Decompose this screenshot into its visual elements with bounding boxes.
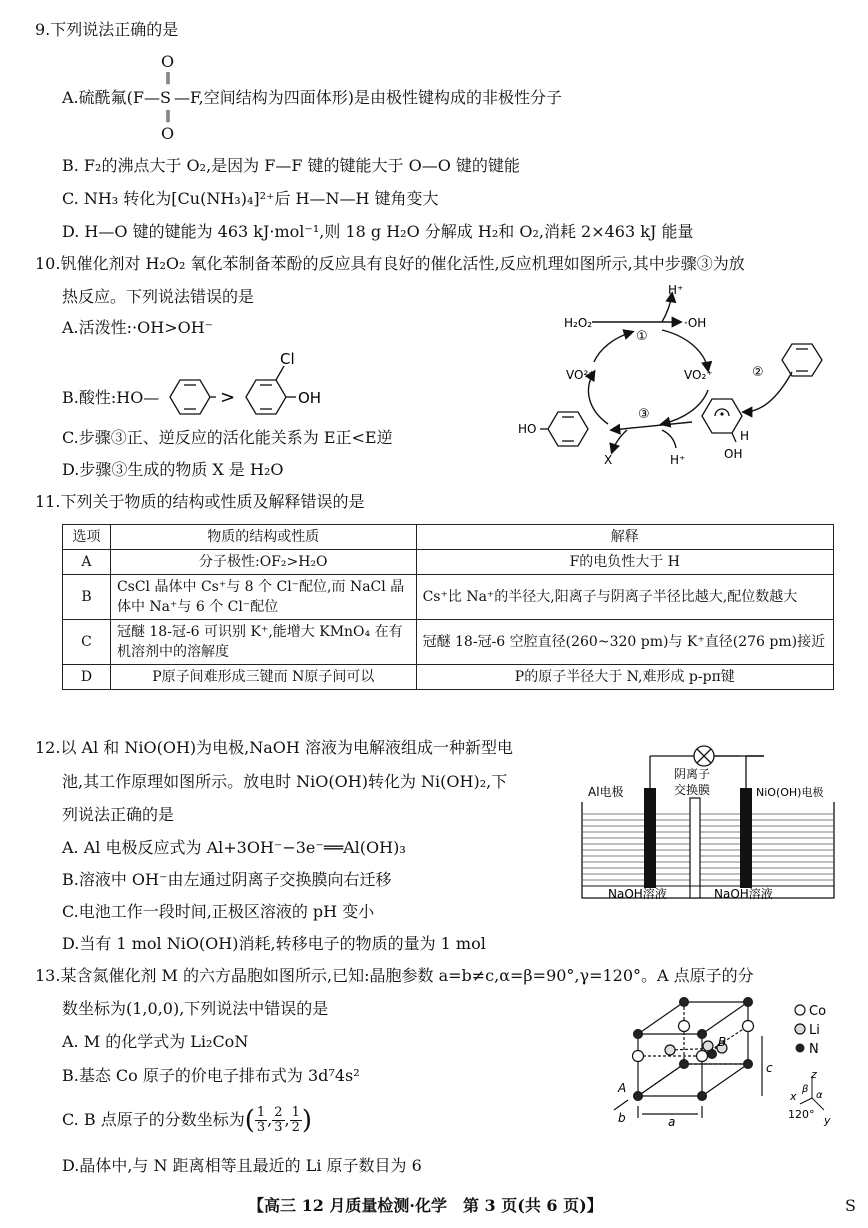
co-atoms bbox=[633, 1021, 754, 1062]
table-cell: Cs⁺比 Na⁺的半径大,阳离子与阴离子半径比越大,配位数越大 bbox=[416, 575, 833, 620]
table-cell: D bbox=[63, 665, 111, 690]
table-cell: 冠醚 18-冠-6 可识别 K⁺,能增大 KMnO₄ 在有机溶剂中的溶解度 bbox=[110, 620, 416, 665]
q13-option-a: A. M 的化学式为 Li₂CoN bbox=[62, 1032, 249, 1051]
table-cell: P原子间难形成三键而 N原子间可以 bbox=[110, 665, 416, 690]
axis-x: x bbox=[790, 1090, 797, 1103]
angle-alpha: α bbox=[816, 1090, 823, 1101]
table-cell: C bbox=[63, 620, 111, 665]
q9-option-b: B. F₂的沸点大于 O₂,是因为 F—F 键的键能大于 O—O 键的键能 bbox=[62, 156, 520, 175]
table-cell: B bbox=[63, 575, 111, 620]
q10-stem-line2: 热反应。下列说法错误的是 bbox=[62, 287, 255, 306]
al-electrode bbox=[644, 788, 656, 888]
table-row bbox=[63, 550, 834, 575]
q10-b-oh: OH bbox=[298, 389, 322, 407]
diagram-vo2plus: VO²⁺ bbox=[566, 368, 595, 382]
legend bbox=[795, 1004, 826, 1057]
benzene-ring bbox=[782, 344, 822, 376]
table-cell: 冠醚 18-冠-6 空腔直径(260~320 pm)与 K⁺直径(276 pm)接近 bbox=[416, 620, 833, 665]
fraction: $\frac{1}{3}$ bbox=[256, 1105, 266, 1135]
q10-option-d: D.步骤③生成的物质 X 是 H₂O bbox=[62, 460, 284, 479]
q13-option-b: B.基态 Co 原子的价电子排布式为 3d⁷4s² bbox=[62, 1066, 360, 1085]
diagram-oh: OH bbox=[724, 447, 743, 461]
fraction: $\frac{2}{3}$ bbox=[274, 1105, 283, 1135]
nio-electrode bbox=[740, 788, 752, 888]
table-header-row bbox=[63, 525, 834, 550]
q13-crystal-cell-diagram bbox=[612, 996, 842, 1130]
q13-stem-line2: 数坐标为(1,0,0),下列说法中错误的是 bbox=[62, 999, 329, 1018]
page-corner-mark: S bbox=[845, 1196, 856, 1215]
membrane-label-1: 阴离子 bbox=[674, 767, 711, 781]
legend-co: Co bbox=[809, 1004, 827, 1019]
q13-option-d: D.晶体中,与 N 距离相等且最近的 Li 原子数目为 6 bbox=[62, 1156, 422, 1175]
electrolyte-lines bbox=[583, 814, 833, 880]
q9-option-d: D. H—O 键的键能为 463 kJ·mol⁻¹,则 18 g H₂O 分解成 H₂和 O₂,消耗 2×463 kJ 能量 bbox=[62, 222, 694, 241]
table-cell: A bbox=[63, 550, 111, 575]
q11-table bbox=[62, 524, 834, 690]
page-footer: 【高三 12 月质量检测·化学 第 3 页(共 6 页)】 bbox=[248, 1196, 603, 1215]
q9-so2f2-center: S O ‖ ‖ O bbox=[160, 52, 175, 143]
label-a-point: A bbox=[618, 1081, 627, 1095]
q12-stem-line2: 池,其工作原理如图所示。放电时 NiO(OH)转化为 Ni(OH)₂,下 bbox=[62, 772, 508, 791]
diagram-oh-radical: ·OH bbox=[684, 316, 707, 330]
membrane-label-2: 交换膜 bbox=[674, 783, 711, 797]
diagram-hplus-bottom: H⁺ bbox=[670, 453, 686, 467]
table-header-cell: 选项 bbox=[63, 525, 111, 550]
diagram-step3: ③ bbox=[638, 407, 650, 422]
q10-b-gt: > bbox=[220, 387, 236, 408]
diagram-x: X bbox=[604, 453, 613, 467]
axis-y: y bbox=[824, 1114, 831, 1127]
legend-n: N bbox=[809, 1042, 819, 1057]
fraction: $\frac{1}{2}$ bbox=[291, 1105, 300, 1135]
q10-b-prefix: B.酸性:HO— bbox=[62, 388, 160, 407]
q12-option-b: B.溶液中 OH⁻由左通过阴离子交换膜向右迁移 bbox=[62, 870, 392, 889]
label-a-param: a bbox=[668, 1115, 676, 1129]
angle-beta: β bbox=[802, 1084, 809, 1095]
q10-option-b bbox=[62, 388, 159, 408]
q9-a-prefix: A.硫酰氟(F— bbox=[62, 88, 160, 107]
table-row bbox=[63, 665, 834, 690]
chlorophenol-ring bbox=[246, 366, 296, 414]
table-header-cell: 物质的结构或性质 bbox=[110, 525, 416, 550]
q12-option-a: A. Al 电极反应式为 Al+3OH⁻−3e⁻══Al(OH)₃ bbox=[62, 838, 406, 857]
q9-a-suffix: —F,空间结构为四面体形)是由极性键构成的非极性分子 bbox=[174, 88, 562, 107]
table-header-cell: 解释 bbox=[416, 525, 833, 550]
label-b-param: b bbox=[618, 1111, 626, 1125]
q12-battery-diagram bbox=[580, 738, 836, 906]
table-cell: F的电负性大于 H bbox=[416, 550, 833, 575]
table-row bbox=[63, 575, 834, 620]
label-b-point: B bbox=[718, 1035, 727, 1049]
table-cell: P的原子半径大于 N,难形成 p-pπ键 bbox=[416, 665, 833, 690]
legend-li: Li bbox=[809, 1023, 820, 1038]
q12-stem-line3: 列说法正确的是 bbox=[62, 805, 175, 824]
q13-c-prefix: C. B 点原子的分数坐标为 bbox=[62, 1110, 245, 1129]
q12-option-d: D.当有 1 mol NiO(OH)消耗,转移电子的物质的量为 1 mol bbox=[62, 934, 486, 953]
table-cell: 分子极性:OF₂>H₂O bbox=[110, 550, 416, 575]
diagram-hplus-top: H⁺ bbox=[668, 283, 684, 297]
diagram-step2: ② bbox=[752, 365, 764, 380]
q12-option-c: C.电池工作一段时间,正极区溶液的 pH 变小 bbox=[62, 902, 375, 921]
n-atoms bbox=[634, 998, 753, 1101]
phenol-ring-b bbox=[170, 380, 210, 414]
angle-120: 120° bbox=[788, 1108, 815, 1121]
q11-stem: 11.下列关于物质的结构或性质及解释错误的是 bbox=[35, 492, 365, 511]
q9-atom-o-top: O bbox=[161, 52, 175, 71]
q10-acid-structures bbox=[160, 350, 340, 430]
anion-exchange-membrane bbox=[690, 798, 700, 898]
q9-atom-o-bottom: O bbox=[161, 124, 175, 143]
q10-mechanism-diagram bbox=[512, 282, 842, 472]
q9-option-c: C. NH₃ 转化为[Cu(NH₃)₄]²⁺后 H—N—H 键角变大 bbox=[62, 189, 439, 208]
q9-option-a bbox=[62, 52, 562, 143]
q12-stem-line1: 12.以 Al 和 NiO(OH)为电极,NaOH 溶液为电解液组成一种新型电 bbox=[35, 738, 513, 757]
q9-atom-s: S bbox=[160, 88, 171, 107]
q13-stem-line1: 13.某含氮催化剂 M 的六方晶胞如图所示,已知:晶胞参数 a=b≠c,α=β=90°,γ=120°。A 点原子的分 bbox=[35, 966, 754, 985]
q10-option-c: C.步骤③正、逆反应的活化能关系为 E正<E逆 bbox=[62, 428, 393, 447]
diagram-h2o2: H₂O₂ bbox=[564, 316, 593, 330]
cyclohexadienyl-intermediate bbox=[702, 399, 742, 442]
left-solution-label: NaOH溶液 bbox=[608, 887, 667, 901]
nio-electrode-label: NiO(OH)电极 bbox=[756, 786, 824, 799]
q10-stem-line1: 10.钒催化剂对 H₂O₂ 氧化苯制备苯酚的反应具有良好的催化活性,反应机理如图所示,其中步骤③为放 bbox=[35, 254, 745, 273]
diagram-h: H bbox=[740, 429, 750, 443]
label-c-param: c bbox=[766, 1061, 773, 1075]
q13-option-c: C. B 点原子的分数坐标为$(\frac{1}{3},\frac{2}{3},\frac{1}{2})$ bbox=[62, 1105, 313, 1136]
right-solution-label: NaOH溶液 bbox=[714, 887, 773, 901]
table-row bbox=[63, 620, 834, 665]
q9-stem: 9.下列说法正确的是 bbox=[35, 20, 179, 39]
table-cell: CsCl 晶体中 Cs⁺与 8 个 Cl⁻配位,而 NaCl 晶体中 Na⁺与 6 个 Cl⁻配位 bbox=[110, 575, 416, 620]
al-electrode-label: Al电极 bbox=[588, 785, 624, 799]
phenol-ring-product bbox=[540, 412, 588, 446]
diagram-vo2plus-b: VO₂⁺ bbox=[684, 368, 713, 382]
axis-z: z bbox=[811, 1068, 817, 1081]
q10-b-cl: Cl bbox=[280, 350, 295, 368]
diagram-ho: HO bbox=[518, 422, 537, 436]
diagram-step1: ① bbox=[636, 329, 648, 344]
q10-option-a: A.活泼性:·OH>OH⁻ bbox=[62, 318, 214, 337]
